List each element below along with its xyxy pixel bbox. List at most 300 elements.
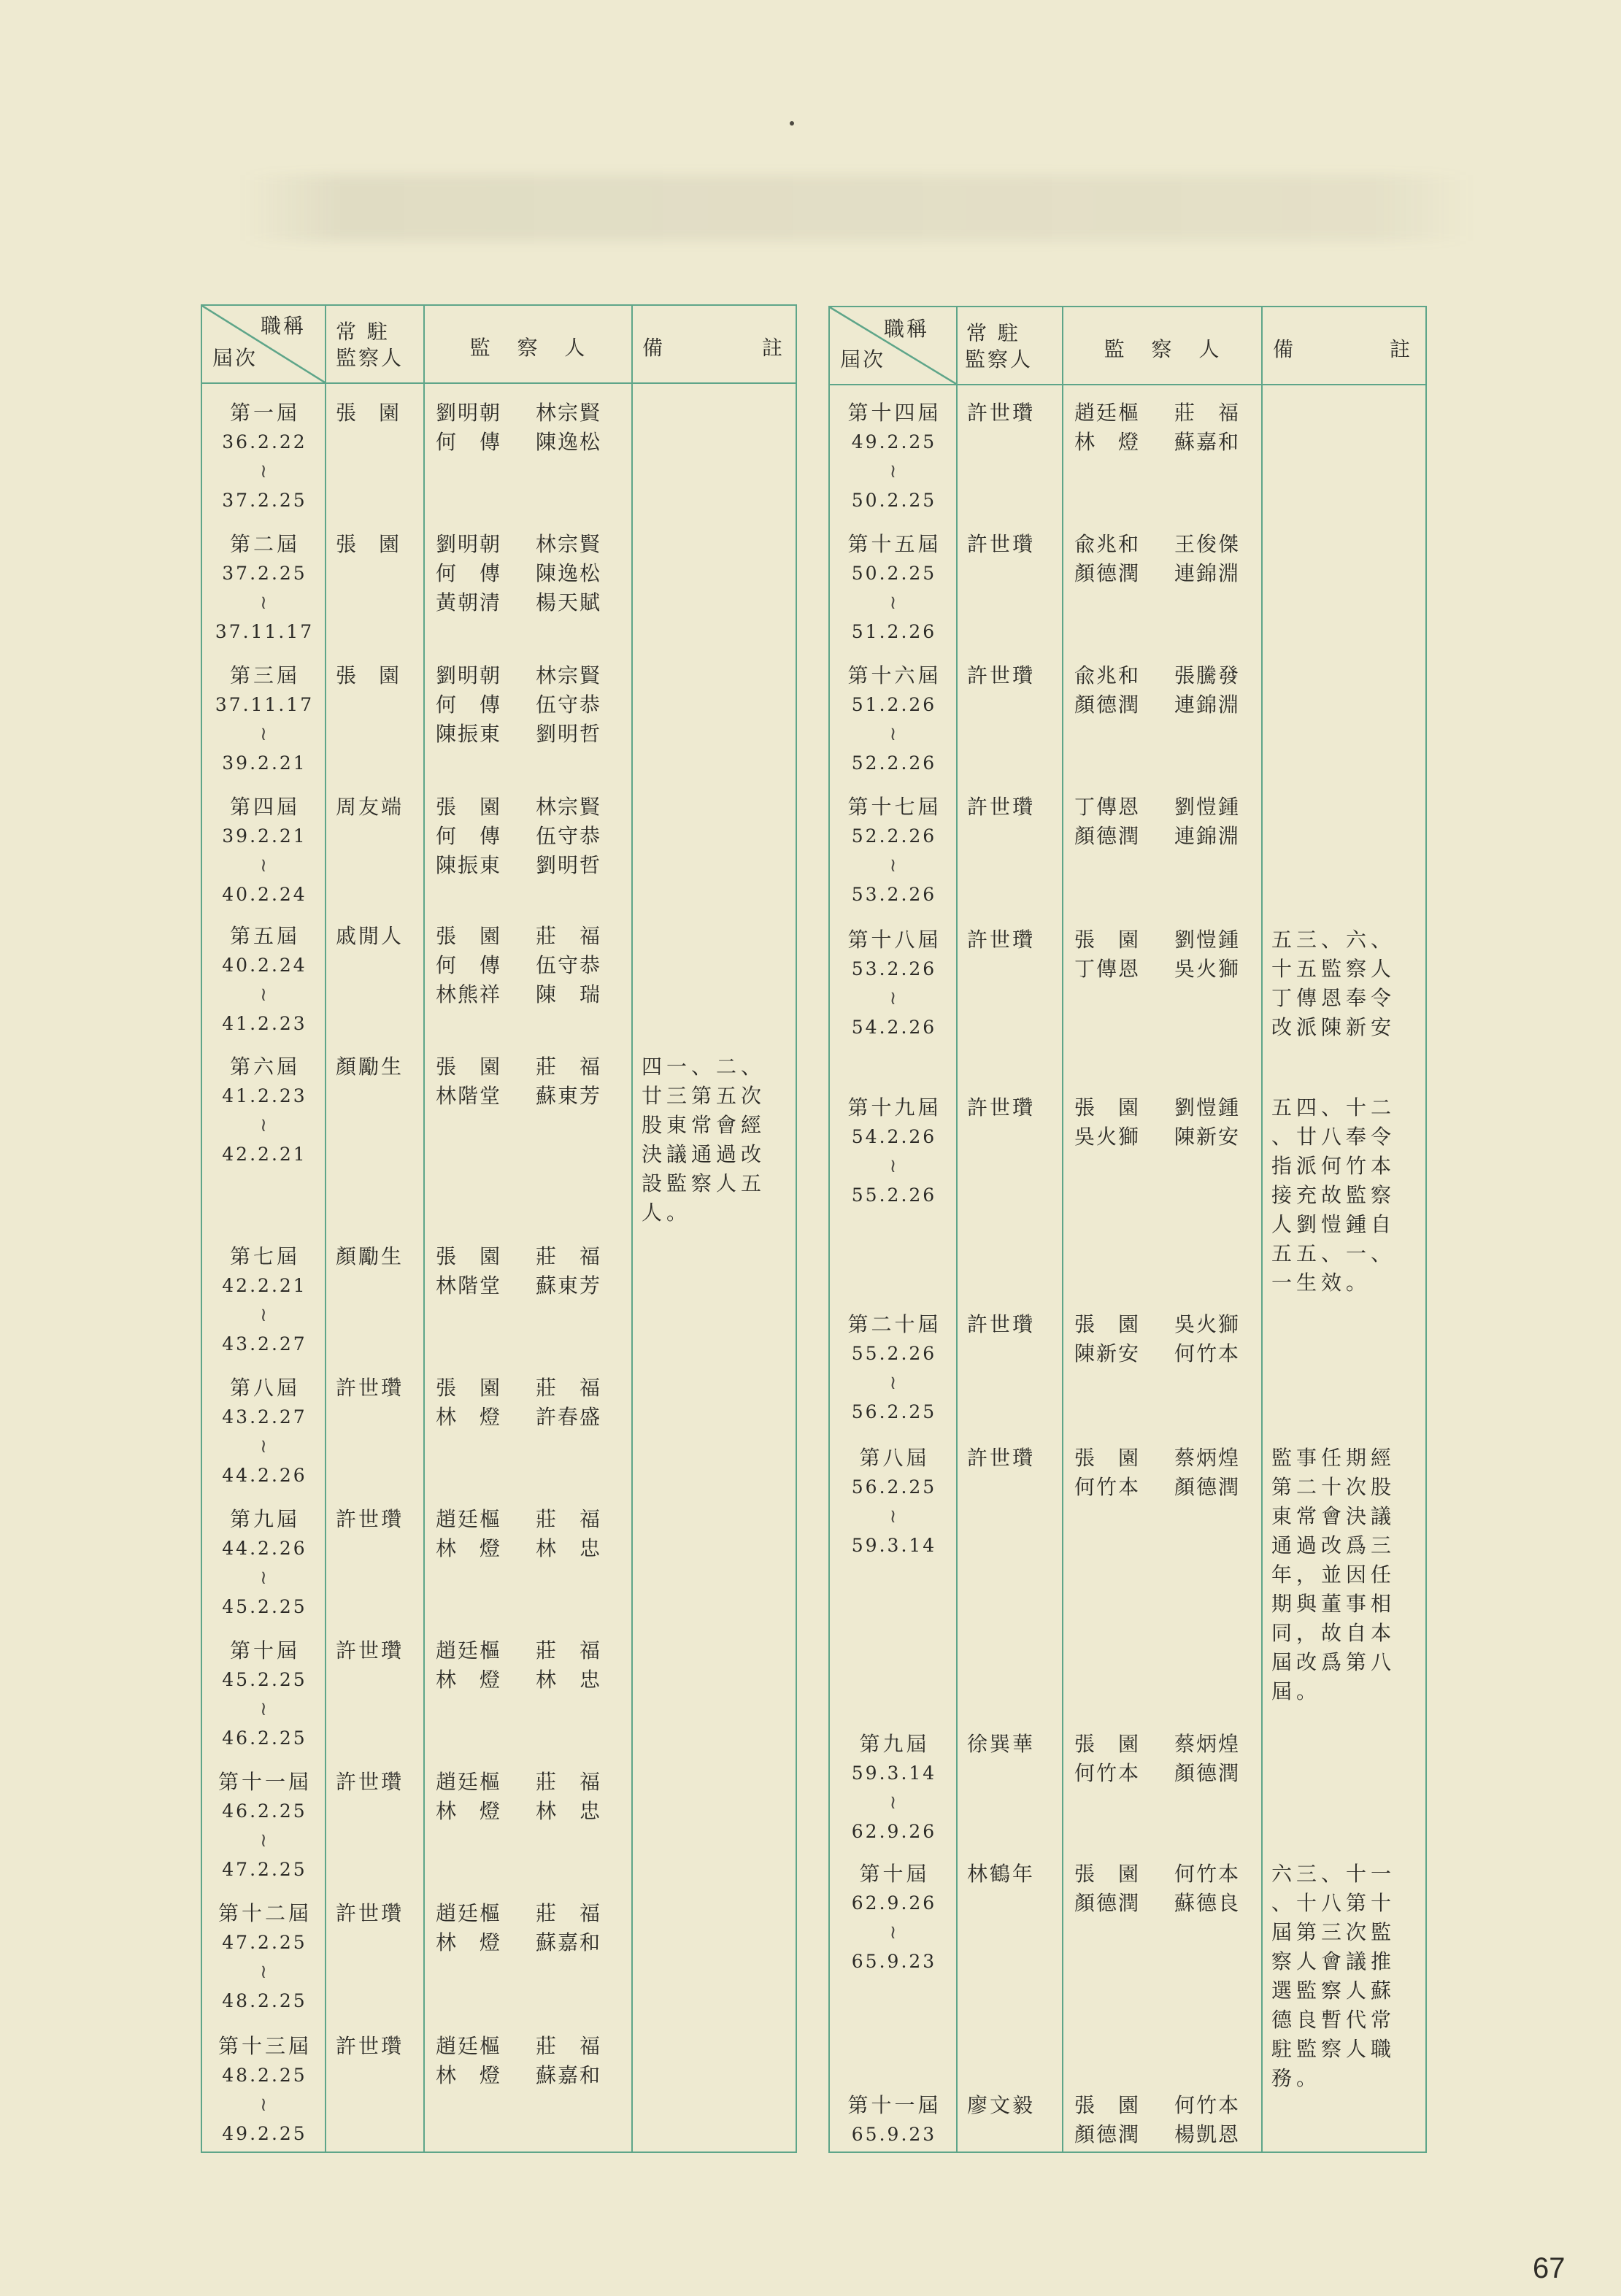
remark-line: 廿三第五次	[642, 1084, 766, 1108]
header-title-label: 職稱	[261, 314, 307, 338]
term-end-date: 65.9.23	[851, 1951, 937, 1972]
resident-supervisor: 顏勵生	[336, 1244, 404, 1268]
supervisors-cell	[436, 2032, 601, 2090]
supervisor-name: 林 燈	[436, 1668, 501, 1692]
supervisor-name: 劉明朝	[436, 401, 502, 425]
remark-line: 屆。	[1271, 1679, 1322, 1703]
term-end-date: 56.2.25	[851, 1401, 937, 1422]
supervisor-line	[1074, 428, 1240, 457]
term-end-date: 49.2.25	[222, 2123, 307, 2144]
resident-supervisor: 林鶴年	[967, 1862, 1036, 1886]
resident-supervisor: 許世瓚	[336, 2034, 404, 2058]
supervisor-name: 趙廷樞	[436, 2034, 502, 2058]
term-label: 第十二屆	[217, 1901, 312, 1925]
resident-cell	[967, 530, 1036, 559]
range-mark: ≀	[889, 1372, 897, 1394]
range-mark: ≀	[260, 2094, 267, 2116]
header-corner-cell	[202, 306, 325, 382]
remarks-cell	[1271, 1860, 1395, 2093]
term-end-date: 37.2.25	[222, 490, 307, 511]
remark-line: 德良暫代常	[1271, 2008, 1396, 2032]
term-label: 第一屆	[229, 401, 300, 425]
term-end-date: 52.2.26	[851, 752, 937, 774]
supervisor-line	[436, 1768, 601, 1797]
supervisor-name: 林階堂	[436, 1274, 502, 1298]
supervisor-name: 蘇德良	[1174, 1891, 1241, 1915]
resident-supervisor: 許世瓚	[967, 1312, 1036, 1336]
supervisor-line	[436, 559, 601, 588]
supervisor-name: 劉明朝	[436, 532, 502, 556]
range-mark: ≀	[260, 1961, 267, 1983]
term-start-date: 56.2.25	[851, 1476, 937, 1498]
supervisor-name: 張 園	[1074, 1312, 1140, 1336]
term-start-date: 45.2.25	[222, 1669, 307, 1690]
supervisor-name: 何 傳	[436, 824, 501, 848]
term-cell	[830, 398, 956, 515]
term-label: 第八屆	[859, 1446, 930, 1470]
remark-line: 屆改爲第八	[1271, 1650, 1396, 1674]
header-remarks-cell	[631, 306, 795, 382]
term-label: 第十屆	[229, 1638, 300, 1663]
supervisors-cell	[1074, 925, 1240, 984]
supervisor-name: 蘇嘉和	[536, 2063, 602, 2087]
remark-line: 設監察人五	[642, 1171, 766, 1195]
supervisor-name: 吳火獅	[1074, 1125, 1141, 1149]
supervisor-name: 林 忠	[536, 1536, 601, 1560]
supervisor-name: 何 傳	[436, 693, 501, 717]
supervisor-name: 連錦淵	[1174, 693, 1241, 717]
header-term-label: 屆次	[840, 347, 886, 371]
remark-line: 察人會議推	[1271, 1949, 1396, 1973]
term-end-date: 40.2.24	[222, 884, 307, 905]
supervisor-line	[1074, 1339, 1240, 1368]
term-start-date: 50.2.25	[851, 563, 937, 584]
supervisors-table-left	[201, 304, 797, 2153]
range-mark: ≀	[260, 723, 267, 745]
term-start-date: 44.2.26	[222, 1538, 307, 1559]
supervisor-name: 劉明哲	[536, 853, 602, 877]
term-start-date: 59.3.14	[851, 1763, 937, 1784]
supervisor-line	[1074, 1860, 1240, 1889]
term-end-date: 47.2.25	[222, 1859, 307, 1880]
supervisor-name: 劉愷鍾	[1174, 928, 1241, 952]
term-cell	[202, 1242, 325, 1359]
resident-cell	[336, 1768, 404, 1797]
remark-line: 股東常會經	[642, 1113, 766, 1137]
supervisor-line	[1074, 2091, 1240, 2120]
remark-line: 東常會決議	[1271, 1504, 1396, 1528]
resident-cell	[336, 398, 401, 428]
resident-cell	[336, 661, 401, 690]
term-label: 第十三屆	[217, 2034, 312, 2058]
supervisor-name: 顏德潤	[1174, 1475, 1241, 1499]
remark-line: 四一、二、	[642, 1055, 766, 1079]
term-label: 第七屆	[229, 1244, 300, 1268]
supervisor-line	[436, 1082, 601, 1111]
term-end-date: 54.2.26	[851, 1017, 937, 1038]
supervisors-cell	[436, 661, 601, 749]
remark-line: 第二十次股	[1271, 1475, 1396, 1499]
term-start-date: 37.2.25	[222, 563, 307, 584]
range-mark: ≀	[260, 1830, 267, 1852]
term-cell	[830, 1444, 956, 1560]
supervisor-line	[1074, 1122, 1240, 1152]
supervisor-name: 林熊祥	[436, 982, 502, 1006]
supervisor-name: 莊 福	[536, 1638, 601, 1663]
term-start-date: 53.2.26	[851, 958, 937, 979]
resident-supervisor: 許世瓚	[967, 795, 1036, 819]
supervisor-name: 張 園	[436, 924, 501, 948]
term-label: 第十屆	[859, 1862, 930, 1886]
range-mark: ≀	[260, 984, 267, 1006]
header-supervisors-label: 監 察 人	[469, 336, 596, 360]
term-cell	[830, 2091, 956, 2149]
resident-supervisor: 許世瓚	[336, 1376, 404, 1400]
supervisor-name: 陳 瑞	[536, 982, 601, 1006]
resident-cell	[967, 1444, 1036, 1473]
term-cell	[830, 1860, 956, 1976]
resident-supervisor: 許世瓚	[967, 1095, 1036, 1120]
supervisor-line	[436, 1928, 601, 1957]
supervisors-cell	[1074, 2091, 1240, 2149]
term-start-date: 48.2.25	[222, 2065, 307, 2086]
term-label: 第十一屆	[217, 1770, 312, 1794]
supervisor-name: 張 園	[1074, 928, 1140, 952]
supervisor-line	[436, 720, 601, 749]
supervisor-name: 張 園	[436, 1376, 501, 1400]
range-mark: ≀	[889, 987, 897, 1009]
resident-cell	[967, 1093, 1036, 1122]
supervisor-line	[1074, 1093, 1240, 1122]
term-cell	[830, 661, 956, 778]
supervisor-name: 楊天賦	[536, 590, 602, 615]
supervisor-name: 何 傳	[436, 430, 501, 454]
supervisor-name: 莊 福	[536, 1770, 601, 1794]
remark-line: 丁傳恩奉令	[1271, 986, 1396, 1010]
resident-supervisor: 許世瓚	[967, 1446, 1036, 1470]
header-supervisors-cell	[423, 306, 631, 382]
supervisor-name: 何 傳	[436, 953, 501, 977]
supervisor-name: 張騰發	[1174, 663, 1241, 687]
supervisor-name: 陳逸松	[536, 430, 602, 454]
supervisor-name: 何 傳	[436, 561, 501, 585]
supervisor-name: 蔡炳煌	[1174, 1732, 1241, 1756]
term-label: 第九屆	[229, 1507, 300, 1531]
term-label: 第十六屆	[847, 663, 942, 687]
supervisor-name: 莊 福	[536, 2034, 601, 2058]
remark-line: 人。	[642, 1201, 692, 1225]
ink-speck	[790, 121, 794, 126]
resident-cell	[967, 398, 1036, 428]
range-mark: ≀	[889, 855, 897, 877]
term-start-date: 51.2.26	[851, 694, 937, 715]
term-label: 第四屆	[229, 795, 300, 819]
supervisors-table-right	[828, 306, 1427, 2153]
term-cell	[830, 1093, 956, 1210]
resident-cell	[336, 1374, 404, 1403]
supervisor-name: 莊 福	[536, 924, 601, 948]
supervisor-line	[436, 1052, 601, 1082]
term-end-date: 50.2.25	[851, 490, 937, 511]
supervisors-cell	[436, 1899, 601, 1957]
range-mark: ≀	[260, 1567, 267, 1589]
range-mark: ≀	[889, 723, 897, 745]
resident-supervisor: 顏勵生	[336, 1055, 404, 1079]
supervisor-name: 丁傳恩	[1074, 795, 1141, 819]
supervisor-name: 蘇嘉和	[1174, 430, 1241, 454]
remarks-cell	[1271, 925, 1395, 1042]
supervisor-line	[436, 530, 601, 559]
resident-supervisor: 許世瓚	[967, 928, 1036, 952]
term-end-date: 42.2.21	[222, 1144, 307, 1165]
term-end-date: 55.2.26	[851, 1184, 937, 1206]
supervisors-cell	[1074, 1860, 1240, 1918]
term-label: 第五屆	[229, 924, 300, 948]
supervisors-cell	[1074, 793, 1240, 851]
remark-line: 駐監察人職	[1271, 2037, 1396, 2061]
supervisor-name: 蘇東芳	[536, 1084, 602, 1108]
term-label: 第八屆	[229, 1376, 300, 1400]
supervisor-line	[436, 1242, 601, 1271]
term-start-date: 41.2.23	[222, 1085, 307, 1106]
supervisor-line	[436, 588, 601, 617]
supervisor-name: 林宗賢	[536, 401, 602, 425]
term-cell	[202, 2032, 325, 2149]
supervisor-line	[1074, 1444, 1240, 1473]
header-resident-line1: 常 駐	[336, 320, 390, 344]
supervisor-name: 林 燈	[436, 1405, 501, 1429]
supervisor-name: 劉明哲	[536, 722, 602, 746]
supervisor-line	[436, 1505, 601, 1534]
supervisor-line	[1074, 398, 1240, 428]
term-cell	[830, 925, 956, 1042]
remark-line: 期與董事相	[1271, 1592, 1396, 1616]
term-label: 第二屆	[229, 532, 300, 556]
range-mark: ≀	[260, 855, 267, 877]
supervisor-line	[1074, 955, 1240, 984]
range-mark: ≀	[889, 1506, 897, 1528]
supervisors-cell	[1074, 1310, 1240, 1368]
remark-line: 五三、六、	[1271, 928, 1396, 952]
supervisor-name: 陳新安	[1174, 1125, 1241, 1149]
supervisor-name: 蘇嘉和	[536, 1930, 602, 1954]
term-end-date: 39.2.21	[222, 752, 307, 774]
supervisors-cell	[436, 398, 601, 457]
supervisor-line	[1074, 690, 1240, 720]
header-resident-cell	[325, 306, 423, 382]
supervisors-cell	[436, 793, 601, 880]
resident-cell	[967, 1310, 1036, 1339]
supervisor-line	[1074, 1730, 1240, 1759]
supervisors-cell	[436, 1636, 601, 1695]
header-remarks-label: 備 註	[1273, 337, 1410, 361]
resident-supervisor: 周友端	[336, 795, 404, 819]
column-divider	[1261, 307, 1263, 2151]
supervisor-name: 陳振東	[436, 722, 502, 746]
supervisor-name: 林階堂	[436, 1084, 502, 1108]
supervisor-name: 黃朝清	[436, 590, 502, 615]
remark-line: 十五監察人	[1271, 957, 1396, 981]
supervisor-name: 趙廷樞	[1074, 401, 1141, 425]
supervisor-line	[436, 2061, 601, 2090]
term-end-date: 41.2.23	[222, 1013, 307, 1034]
supervisor-line	[436, 1797, 601, 1826]
resident-supervisor: 徐巽華	[967, 1732, 1036, 1756]
resident-supervisor: 許世瓚	[336, 1770, 404, 1794]
header-resident-line2: 監察人	[965, 347, 1033, 371]
supervisor-name: 陳振東	[436, 853, 502, 877]
supervisors-cell	[436, 1052, 601, 1111]
supervisor-name: 顏德潤	[1074, 824, 1141, 848]
term-end-date: 37.11.17	[215, 621, 315, 642]
resident-cell	[336, 922, 404, 951]
supervisors-cell	[1074, 530, 1240, 588]
supervisor-line	[436, 1271, 601, 1301]
supervisor-line	[436, 1403, 601, 1432]
supervisor-name: 林 燈	[436, 1799, 501, 1823]
term-start-date: 43.2.27	[222, 1406, 307, 1428]
supervisor-name: 張 園	[1074, 1095, 1140, 1120]
remark-line: 五五、一、	[1271, 1241, 1396, 1266]
term-cell	[202, 793, 325, 909]
supervisor-name: 顏德潤	[1074, 693, 1141, 717]
range-mark: ≀	[260, 1698, 267, 1720]
term-cell	[202, 1374, 325, 1490]
term-start-date: 47.2.25	[222, 1932, 307, 1953]
supervisor-name: 趙廷樞	[436, 1638, 502, 1663]
supervisor-name: 林 忠	[536, 1799, 601, 1823]
supervisor-name: 林 燈	[1074, 430, 1140, 454]
term-cell	[202, 1899, 325, 2016]
resident-cell	[967, 661, 1036, 690]
term-start-date: 65.9.23	[851, 2124, 937, 2145]
term-label: 第十八屆	[847, 928, 942, 952]
header-supervisors-label: 監 察 人	[1104, 337, 1230, 361]
column-divider	[956, 307, 958, 2151]
term-label: 第六屆	[229, 1055, 300, 1079]
resident-cell	[336, 1636, 404, 1665]
supervisor-line	[1074, 559, 1240, 588]
resident-supervisor: 張 園	[336, 532, 401, 556]
supervisor-line	[1074, 793, 1240, 822]
resident-cell	[967, 1860, 1036, 1889]
resident-cell	[967, 1730, 1036, 1759]
resident-supervisor: 許世瓚	[336, 1901, 404, 1925]
supervisor-line	[1074, 925, 1240, 955]
column-divider	[631, 306, 633, 2151]
resident-supervisor: 張 園	[336, 663, 401, 687]
term-label: 第二十屆	[847, 1312, 942, 1336]
remark-line: 年，並因任	[1271, 1563, 1396, 1587]
term-cell	[830, 530, 956, 647]
remark-line: 選監察人蘇	[1271, 1979, 1396, 2003]
remark-line: 人劉愷鍾自	[1271, 1212, 1396, 1236]
term-start-date: 62.9.26	[851, 1892, 937, 1914]
resident-cell	[336, 1052, 404, 1082]
header-divider	[830, 384, 1425, 385]
supervisor-name: 莊 福	[536, 1901, 601, 1925]
remark-line: 、廿八奉令	[1271, 1125, 1396, 1149]
term-start-date: 55.2.26	[851, 1343, 937, 1364]
resident-supervisor: 許世瓚	[336, 1638, 404, 1663]
supervisor-name: 張 園	[436, 1244, 501, 1268]
supervisor-line	[436, 2032, 601, 2061]
term-cell	[830, 1730, 956, 1846]
remark-line: 五四、十二	[1271, 1095, 1396, 1120]
supervisors-cell	[1074, 661, 1240, 720]
supervisor-name: 陳逸松	[536, 561, 602, 585]
supervisor-line	[436, 980, 601, 1009]
supervisor-name: 吳火獅	[1174, 1312, 1241, 1336]
term-label: 第三屆	[229, 663, 300, 687]
supervisor-line	[436, 951, 601, 980]
header-resident-cell	[956, 307, 1062, 384]
remarks-cell	[642, 1052, 766, 1228]
supervisor-line	[1074, 530, 1240, 559]
supervisor-name: 劉明朝	[436, 663, 502, 687]
term-cell	[830, 1310, 956, 1427]
supervisor-name: 伍守恭	[536, 824, 602, 848]
term-end-date: 48.2.25	[222, 1990, 307, 2011]
supervisor-name: 張 園	[1074, 1446, 1140, 1470]
header-remarks-label: 備 註	[642, 336, 782, 360]
term-end-date: 44.2.26	[222, 1465, 307, 1486]
term-label: 第十七屆	[847, 795, 942, 819]
supervisor-line	[436, 822, 601, 851]
supervisor-name: 林 燈	[436, 2063, 501, 2087]
supervisor-line	[436, 428, 601, 457]
term-label: 第十四屆	[847, 401, 942, 425]
supervisor-name: 莊 福	[536, 1055, 601, 1079]
supervisor-name: 蔡炳煌	[1174, 1446, 1241, 1470]
supervisor-line	[436, 690, 601, 720]
term-start-date: 37.11.17	[215, 694, 315, 715]
supervisor-name: 莊 福	[536, 1376, 601, 1400]
term-end-date: 43.2.27	[222, 1333, 307, 1355]
supervisors-cell	[436, 922, 601, 1009]
header-supervisors-cell	[1062, 307, 1261, 384]
header-term-label: 屆次	[212, 346, 258, 370]
term-cell	[202, 1505, 325, 1622]
remark-line: 接充故監察	[1271, 1183, 1396, 1207]
supervisor-line	[1074, 2120, 1240, 2149]
term-cell	[202, 530, 325, 647]
bleed-through-shadow	[241, 175, 1474, 241]
resident-cell	[336, 2032, 404, 2061]
supervisor-name: 林 燈	[436, 1536, 501, 1560]
term-end-date: 46.2.25	[222, 1727, 307, 1749]
range-mark: ≀	[889, 592, 897, 614]
resident-supervisor: 許世瓚	[967, 401, 1036, 425]
supervisor-name: 連錦淵	[1174, 824, 1241, 848]
supervisor-line	[436, 1636, 601, 1665]
term-end-date: 62.9.26	[851, 1821, 937, 1842]
term-end-date: 59.3.14	[851, 1535, 937, 1556]
resident-supervisor: 戚閒人	[336, 924, 404, 948]
remarks-cell	[1271, 1444, 1395, 1706]
remark-line: 改派陳新安	[1271, 1015, 1396, 1039]
range-mark: ≀	[889, 1922, 897, 1943]
supervisor-name: 林宗賢	[536, 795, 602, 819]
term-start-date: 46.2.25	[222, 1800, 307, 1822]
remark-line: 監事任期經	[1271, 1446, 1396, 1470]
supervisor-name: 何竹本	[1174, 2093, 1241, 2117]
supervisor-name: 林 忠	[536, 1668, 601, 1692]
supervisor-line	[1074, 1310, 1240, 1339]
supervisor-name: 伍守恭	[536, 953, 602, 977]
resident-cell	[336, 1899, 404, 1928]
remarks-cell	[1271, 1093, 1395, 1298]
